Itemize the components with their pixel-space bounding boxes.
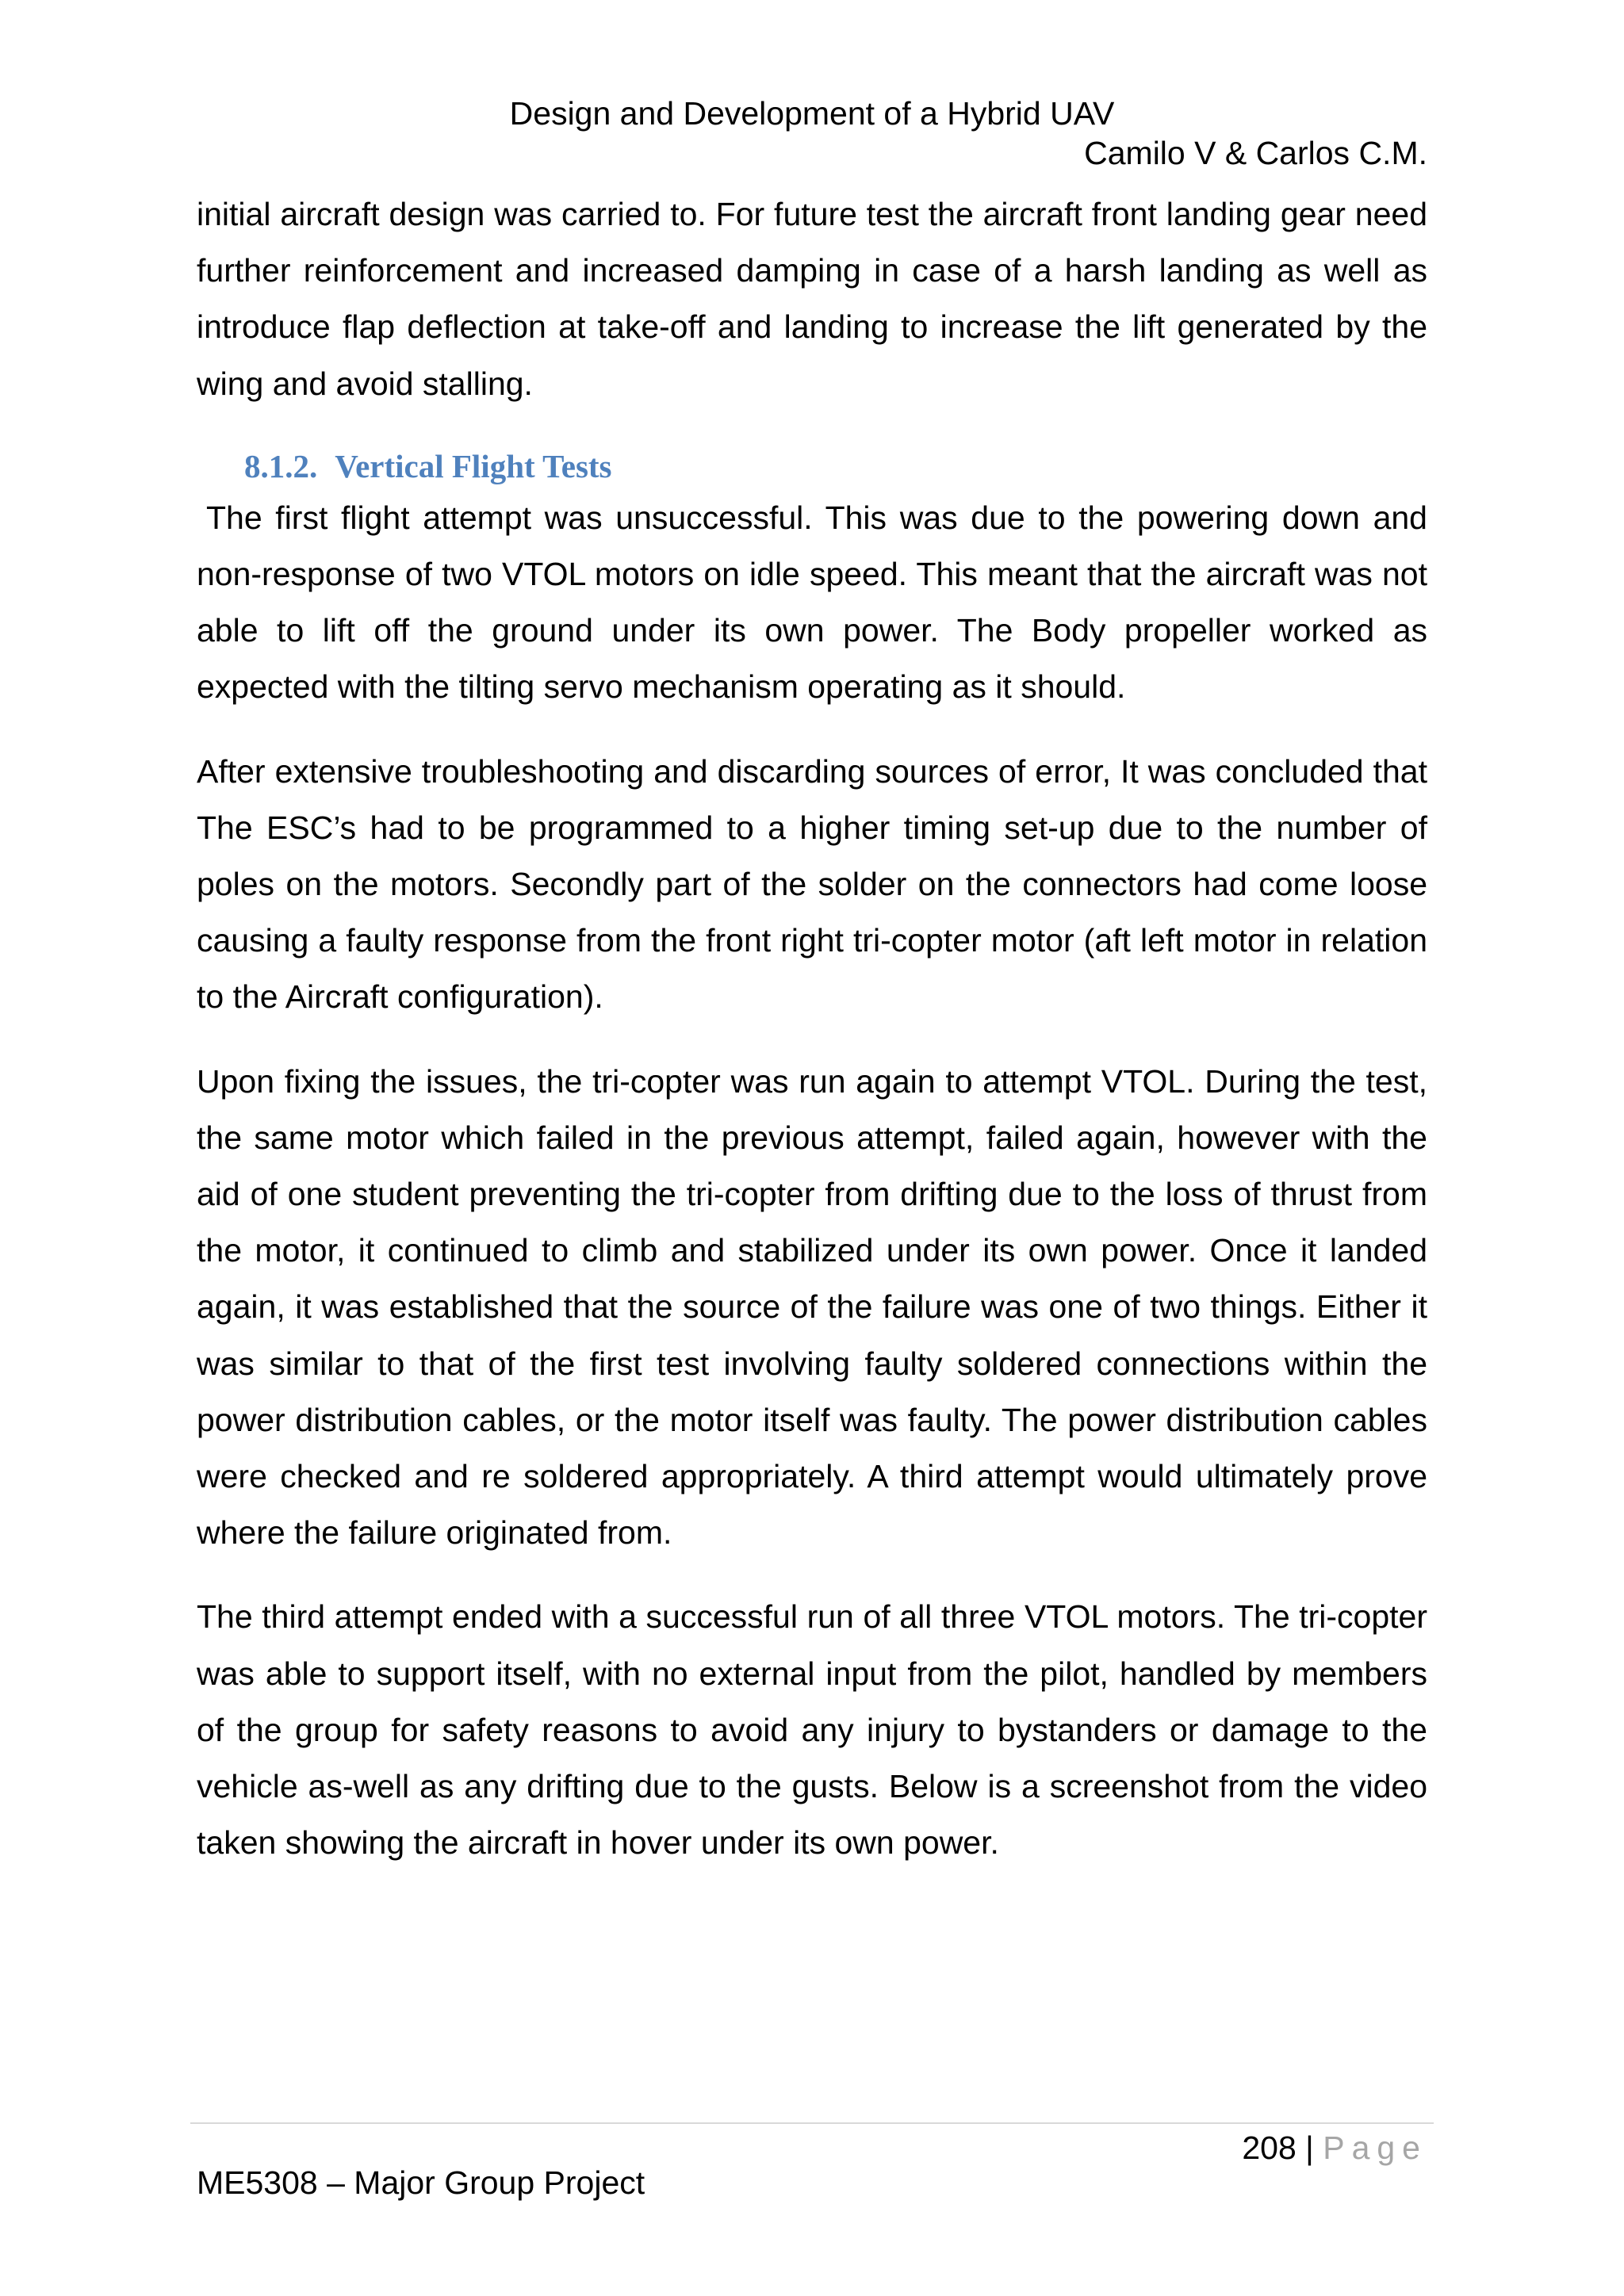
paragraph-third-attempt: The third attempt ended with a successful run of all three VTOL motors. The tri-copter was able to support itself, with no external input from the pilot, handled by members of the group for safety reasons to avoid any injury to bystanders or damage to the vehicle as-well as any drifting due to the gusts. Below is a screenshot from the video taken showing the aircraft in hover under its own power.: [197, 1598, 1427, 1862]
section-title: Vertical Flight Tests: [335, 447, 612, 484]
section-heading: [244, 442, 1427, 490]
paragraph-troubleshooting: After extensive troubleshooting and discarding sources of error, It was concluded that The ESC’s had to be programmed to a higher timing set-up due to the number of poles on the motors. Secondly part of the solder on the connectors had come loose causing a faulty response from the front right tri-copter motor (aft left motor in relation to the Aircraft configuration).: [197, 752, 1427, 1016]
intro-paragraph: initial aircraft design was carried to. For future test the aircraft front landing gear need further reinforcement and increased damping in case of a harsh landing as well as introduce flap deflection at take-off and landing to increase the lift generated by the wing and avoid stalling.: [197, 196, 1427, 402]
page-number-separator: |: [1305, 2130, 1314, 2166]
footer-course-title: ME5308 – Major Group Project: [197, 2164, 645, 2201]
page-number: [1242, 2128, 1427, 2168]
running-header-authors: Camilo V & Carlos C.M.: [1084, 135, 1427, 171]
page-word: Page: [1323, 2130, 1427, 2166]
page-body: [197, 186, 1427, 1871]
section-number: 8.1.2.: [244, 447, 318, 484]
running-header-title: Design and Development of a Hybrid UAV: [509, 95, 1115, 132]
paragraph-first-flight: The first flight attempt was unsuccessful. This was due to the powering down and non-response of two VTOL motors on idle speed. This meant that the aircraft was not able to lift off the ground under its own power. The Body propeller worked as expected with the tilting servo mechanism operating as it should.: [197, 499, 1427, 706]
paragraph-second-attempt: Upon fixing the issues, the tri-copter was run again to attempt VTOL. During the test, the same motor which failed in the previous attempt, failed again, however with the aid of one student preventing the tri-copter from drifting due to the loss of thrust from the motor, it continued to climb and stabilized under its own power. Once it landed again, it was established that the source of the failure was one of two things. Either it was similar to that of the first test involving faulty soldered connections within the power distribution cables, or the motor itself was faulty. The power distribution cables were checked and re soldered appropriately. A third attempt would ultimately prove where the failure originated from.: [197, 1062, 1427, 1552]
page-number-value: 208: [1242, 2130, 1297, 2166]
footer-divider: [190, 2122, 1434, 2124]
